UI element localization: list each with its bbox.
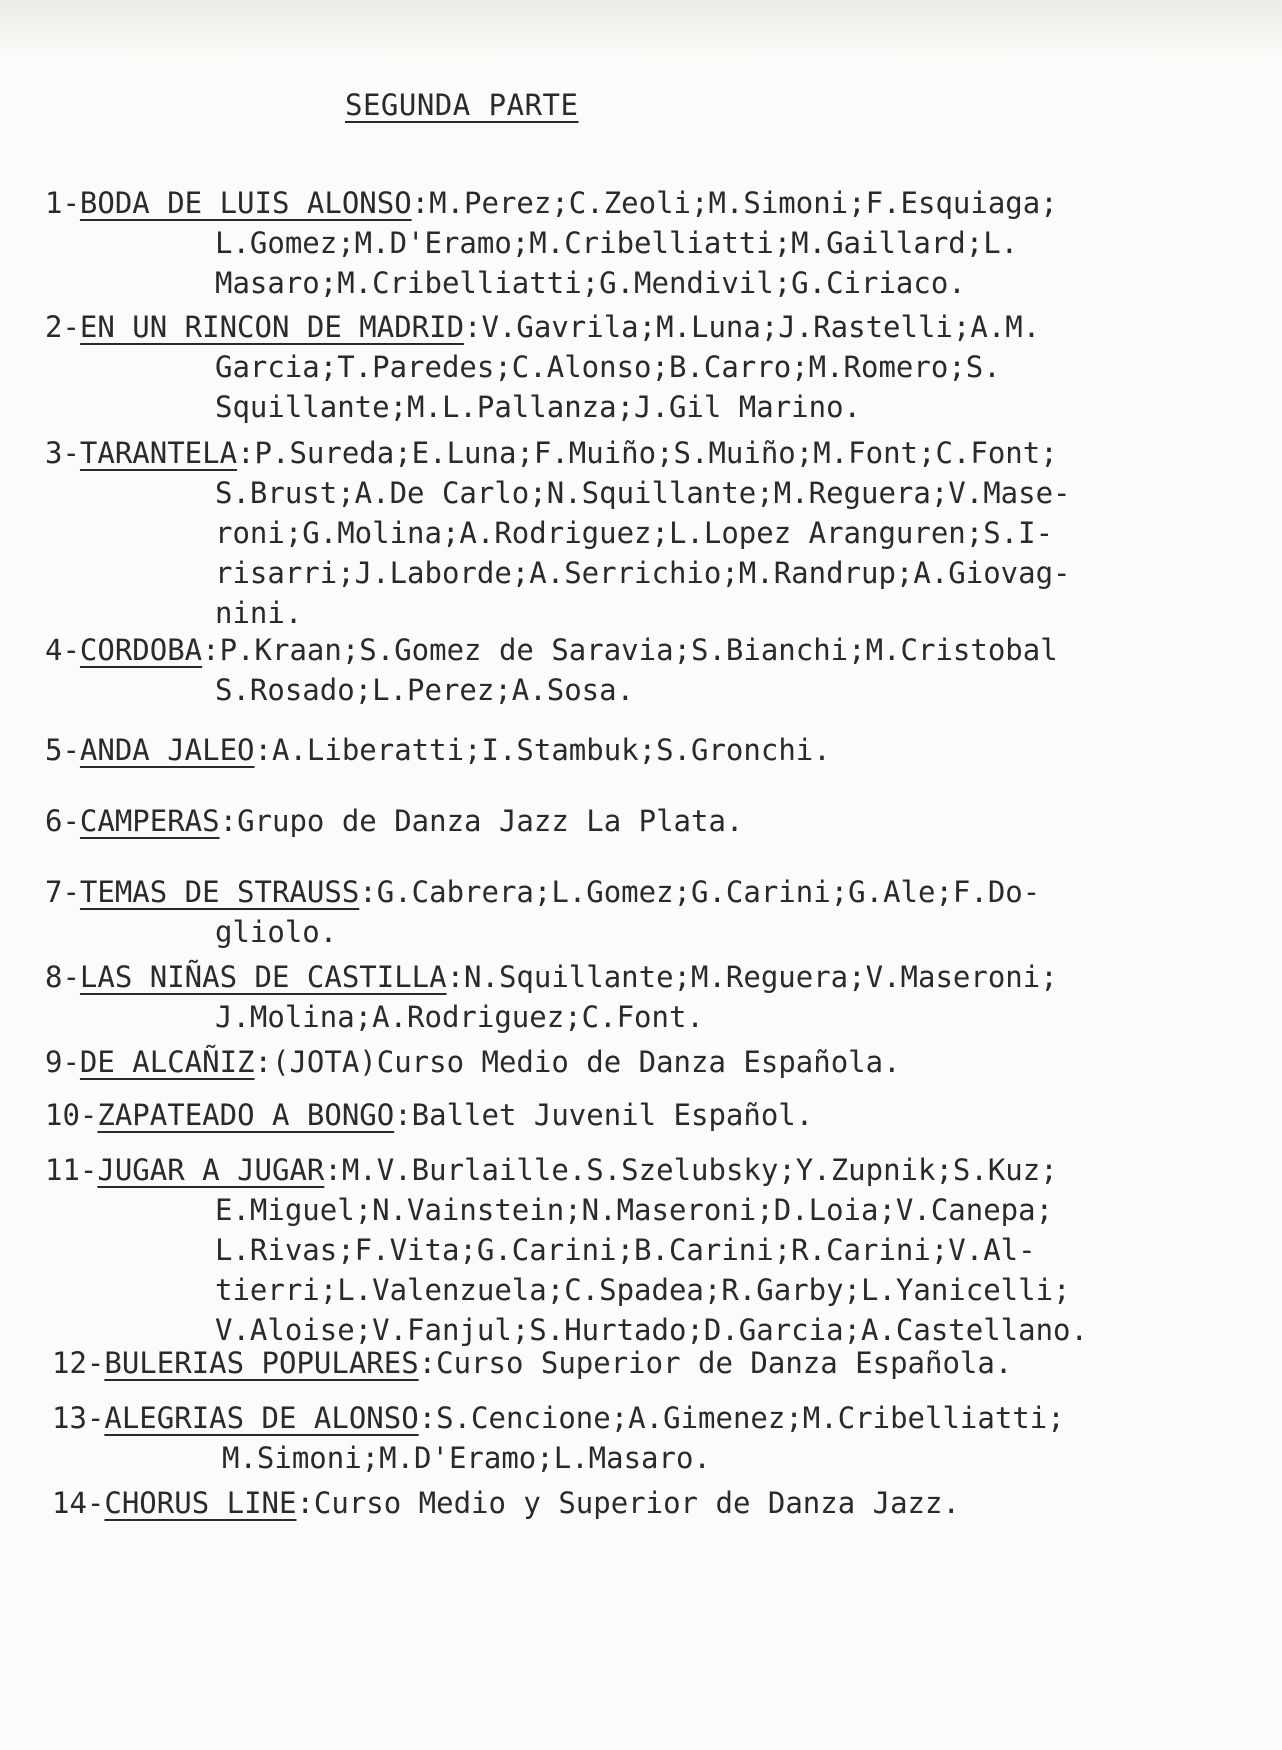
program-entry [45,433,1071,633]
entry-performers-text: :P.Kraan;S.Gomez de Saravia;S.Bianchi;M.Cristobal [202,633,1058,667]
entry-first-line [45,1150,1088,1190]
entry-performers-text: gliolo. [215,915,338,949]
entry-number: 14- [52,1486,105,1520]
entry-title: LAS NIÑAS DE CASTILLA [79,960,447,994]
entry-number: 4- [45,633,80,667]
entry-continuation-line [45,997,1058,1037]
entry-title: TARANTELA [79,436,238,470]
entry-continuation-line [45,593,1071,633]
entry-number: 10- [45,1098,98,1132]
entry-continuation-line [45,1230,1088,1270]
entry-first-line [52,1343,1012,1383]
entry-number: 6- [45,804,80,838]
entry-continuation-line [52,1438,1065,1478]
entry-performers-text: :N.Squillante;M.Reguera;V.Maseroni; [446,960,1058,994]
entry-continuation-line [45,912,1040,952]
entry-performers-text: Garcia;T.Paredes;C.Alonso;B.Carro;M.Romero;S. [215,350,1001,384]
entry-continuation-line [45,1270,1088,1310]
entry-continuation-line [45,1190,1088,1230]
entry-title: CHORUS LINE [104,1486,297,1520]
entry-performers-text: tierri;L.Valenzuela;C.Spadea;R.Garby;L.Yanicelli; [215,1273,1071,1307]
entry-performers-text: :M.V.Burlaille.S.Szelubsky;Y.Zupnik;S.Kuz; [324,1153,1058,1187]
entry-performers-text: S.Brust;A.De Carlo;N.Squillante;M.Reguera;V.Mase- [215,476,1071,510]
entry-performers-text: V.Aloise;V.Fanjul;S.Hurtado;D.Garcia;A.Castellano. [215,1313,1088,1347]
program-entry [45,183,1058,303]
entry-performers-text: :Curso Superior de Danza Española. [418,1346,1013,1380]
entry-first-line [45,872,1040,912]
entry-performers-text: L.Gomez;M.D'Eramo;M.Cribelliatti;M.Gaillard;L. [215,226,1019,260]
program-entry [45,1042,901,1082]
program-entry [45,730,831,770]
entry-performers-text: S.Rosado;L.Perez;A.Sosa. [215,673,635,707]
entry-continuation-line [45,473,1071,513]
entry-continuation-line [45,263,1058,303]
entry-title: EN UN RINCON DE MADRID [79,310,465,344]
entry-continuation-line [45,387,1040,427]
entry-number: 11- [45,1153,98,1187]
entry-title: CORDOBA [79,633,203,667]
entry-first-line [52,1398,1065,1438]
entry-number: 3- [45,436,80,470]
entry-title: TEMAS DE STRAUSS [79,875,360,909]
entry-continuation-line [45,553,1071,593]
entry-continuation-line [45,223,1058,263]
entry-performers-text: :Grupo de Danza Jazz La Plata. [219,804,744,838]
entry-performers-text: :Ballet Juvenil Español. [394,1098,814,1132]
entry-performers-text: :S.Cencione;A.Gimenez;M.Cribelliatti; [418,1401,1065,1435]
entry-number: 8- [45,960,80,994]
entry-performers-text: M.Simoni;M.D'Eramo;L.Masaro. [222,1441,711,1475]
program-entry [45,630,1058,710]
entry-first-line [45,730,831,770]
entry-performers-text: L.Rivas;F.Vita;G.Carini;B.Carini;R.Carini;V.Al- [215,1233,1036,1267]
entry-performers-text: J.Molina;A.Rodriguez;C.Font. [215,1000,704,1034]
entry-performers-text: :P.Sureda;E.Luna;F.Muiño;S.Muiño;M.Font;C.Font; [237,436,1058,470]
entry-number: 7- [45,875,80,909]
entry-title: BULERIAS POPULARES [104,1346,419,1380]
page-title: SEGUNDA PARTE [345,88,579,122]
program-entry [45,957,1058,1037]
entry-title: CAMPERAS [79,804,220,838]
entry-first-line [45,183,1058,223]
entry-number: 2- [45,310,80,344]
page-edge-shadow [0,0,1282,60]
entry-performers-text: Squillante;M.L.Pallanza;J.Gil Marino. [215,390,862,424]
program-entry [45,801,743,841]
entry-first-line [45,801,743,841]
entry-continuation-line [45,670,1058,710]
entry-title: BODA DE LUIS ALONSO [79,186,412,220]
entry-number: 13- [52,1401,105,1435]
program-entry [45,1150,1088,1350]
entry-performers-text: :G.Cabrera;L.Gomez;G.Carini;G.Ale;F.Do- [359,875,1041,909]
entry-title: ZAPATEADO A BONGO [97,1098,395,1132]
entry-title: ANDA JALEO [79,733,255,767]
program-entry [45,307,1040,427]
entry-number: 1- [45,186,80,220]
entry-number: 5- [45,733,80,767]
entry-first-line [45,630,1058,670]
program-entry [45,1095,813,1135]
program-entry [52,1483,960,1523]
entry-title: JUGAR A JUGAR [97,1153,325,1187]
entry-performers-text: :A.Liberatti;I.Stambuk;S.Gronchi. [254,733,831,767]
program-entry [52,1343,1012,1383]
entry-performers-text: :V.Gavrila;M.Luna;J.Rastelli;A.M. [464,310,1041,344]
entry-first-line [45,1095,813,1135]
entry-performers-text: roni;G.Molina;A.Rodriguez;L.Lopez Aranguren;S.I- [215,516,1054,550]
entry-title: ALEGRIAS DE ALONSO [104,1401,419,1435]
entry-first-line [45,1042,901,1082]
entry-title: DE ALCAÑIZ [79,1045,255,1079]
entry-performers-text: :M.Perez;C.Zeoli;M.Simoni;F.Esquiaga; [411,186,1058,220]
entry-performers-text: :(JOTA)Curso Medio de Danza Española. [254,1045,901,1079]
entry-number: 12- [52,1346,105,1380]
entry-continuation-line [45,347,1040,387]
entry-performers-text: :Curso Medio y Superior de Danza Jazz. [296,1486,960,1520]
entry-continuation-line [45,513,1071,553]
entry-first-line [45,307,1040,347]
entry-performers-text: nini. [215,596,303,630]
entry-first-line [45,433,1071,473]
entry-first-line [45,957,1058,997]
entry-performers-text: risarri;J.Laborde;A.Serrichio;M.Randrup;A.Giovag- [215,556,1071,590]
entry-performers-text: E.Miguel;N.Vainstein;N.Maseroni;D.Loia;V.Canepa; [215,1193,1054,1227]
entry-performers-text: Masaro;M.Cribelliatti;G.Mendivil;G.Ciriaco. [215,266,966,300]
entry-number: 9- [45,1045,80,1079]
program-entry [52,1398,1065,1478]
program-entry [45,872,1040,952]
entry-first-line [52,1483,960,1523]
